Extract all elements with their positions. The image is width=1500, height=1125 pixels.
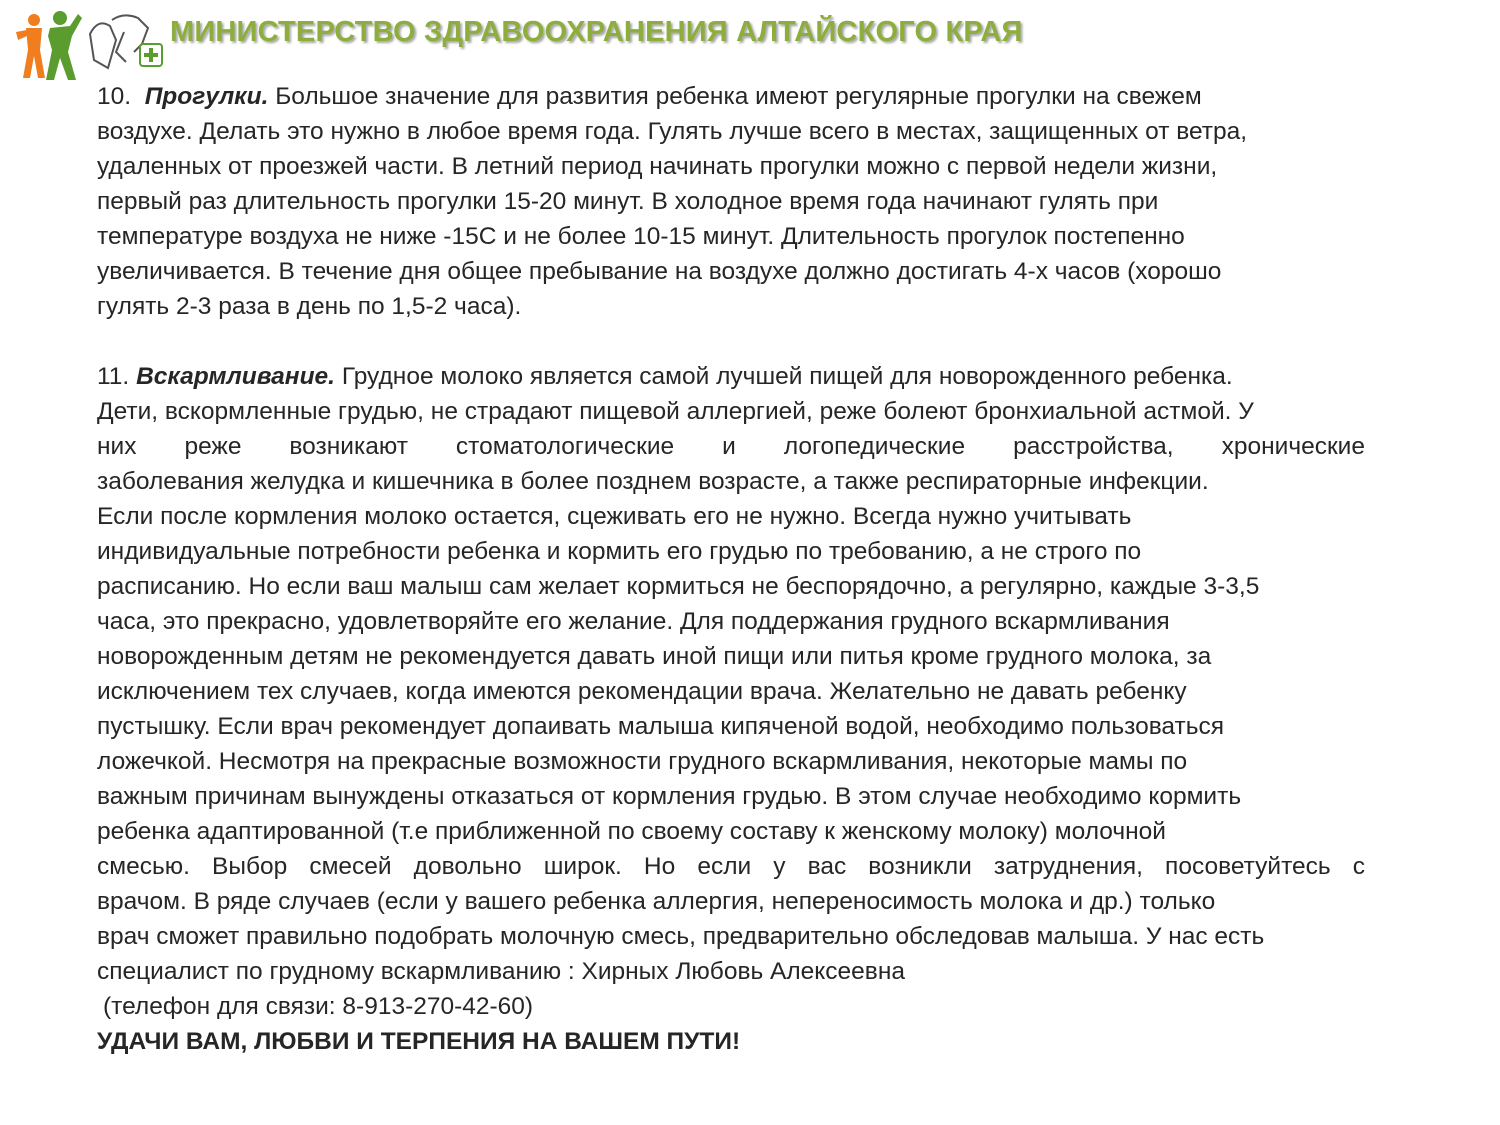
section-number: 11. <box>97 363 130 390</box>
section-feeding <box>97 359 1365 1059</box>
text-line: воздухе. Делать это нужно в любое время года. Гулять лучше всего в местах, защищенных от ветра, <box>97 118 1248 145</box>
page-header <box>12 4 1023 84</box>
text-line: температуре воздуха не ниже -15С и не более 10-15 минут. Длительность прогулок постепенно <box>97 223 1185 250</box>
text-line: ребенка адаптированной (т.е приближенной по своему составу к женскому молоку) молочной <box>97 818 1166 845</box>
text-line: гулять 2-3 раза в день по 1,5-2 часа). <box>97 293 522 320</box>
section-heading: Прогулки. <box>144 83 269 110</box>
section-number: 10. <box>97 83 132 110</box>
text-line: специалист по грудному вскармливанию : Хирных Любовь Алексеевна <box>97 958 905 985</box>
ministry-title: МИНИСТЕРСТВО ЗДРАВООХРАНЕНИЯ АЛТАЙСКОГО КРАЯ <box>170 16 1023 48</box>
text-line: важным причинам вынуждены отказаться от кормления грудью. В этом случае необходимо кормить <box>97 783 1242 810</box>
text-line: Большое значение для развития ребенка имеют регулярные прогулки на свежем <box>275 83 1202 110</box>
text-line: Дети, вскормленные грудью, не страдают пищевой аллергией, реже болеют бронхиальной астмой. У <box>97 398 1254 425</box>
closing-message: УДАЧИ ВАМ, ЛЮБВИ И ТЕРПЕНИЯ НА ВАШЕМ ПУТИ! <box>97 1028 741 1055</box>
text-line: часа, это прекрасно, удовлетворяйте его желание. Для поддержания грудного вскармливания <box>97 608 1170 635</box>
text-line: смесью. Выбор смесей довольно широк. Но если у вас возникли затруднения, посоветуйтесь с <box>97 853 1365 880</box>
text-line: врач сможет правильно подобрать молочную смесь, предварительно обследовав малыша. У нас есть <box>97 923 1265 950</box>
text-line: расписанию. Но если ваш малыш сам желает кормиться не беспорядочно, а регулярно, каждые 3-3,5 <box>97 573 1260 600</box>
contact-phone: (телефон для связи: 8-913-270-42-60) <box>103 993 534 1020</box>
text-line: удаленных от проезжей части. В летний период начинать прогулки можно с первой недели жизни, <box>97 153 1218 180</box>
text-line: исключением тех случаев, когда имеются рекомендации врача. Желательно не давать ребенку <box>97 678 1187 705</box>
text-line: заболевания желудка и кишечника в более позднем возрасте, а также респираторные инфекции. <box>97 468 1209 495</box>
section-walks <box>97 79 1365 324</box>
text-line: увеличивается. В течение дня общее пребывание на воздухе должно достигать 4-х часов (хорошо <box>97 258 1222 285</box>
text-line: ложечкой. Несмотря на прекрасные возможности грудного вскармливания, некоторые мамы по <box>97 748 1188 775</box>
page-content <box>97 79 1365 1059</box>
text-line: первый раз длительность прогулки 15-20 минут. В холодное время года начинают гулять при <box>97 188 1159 215</box>
text-line: них реже возникают стоматологические и логопедические расстройства, хронические <box>97 433 1365 460</box>
text-line: индивидуальные потребности ребенка и кормить его грудью по требованию, а не строго по <box>97 538 1142 565</box>
text-line: Если после кормления молоко остается, сцеживать его не нужно. Всегда нужно учитывать <box>97 503 1132 530</box>
section-heading: Вскармливание. <box>136 363 335 390</box>
text-line: Грудное молоко является самой лучшей пищей для новорожденного ребенка. <box>341 363 1233 390</box>
ministry-logo-family-icon <box>12 4 172 84</box>
text-line: врачом. В ряде случаев (если у вашего ребенка аллергия, непереносимость молока и др.) только <box>97 888 1216 915</box>
text-line: новорожденным детям не рекомендуется давать иной пищи или питья кроме грудного молока, за <box>97 643 1212 670</box>
text-line: пустышку. Если врач рекомендует допаивать малыша кипяченой водой, необходимо пользоваться <box>97 713 1225 740</box>
